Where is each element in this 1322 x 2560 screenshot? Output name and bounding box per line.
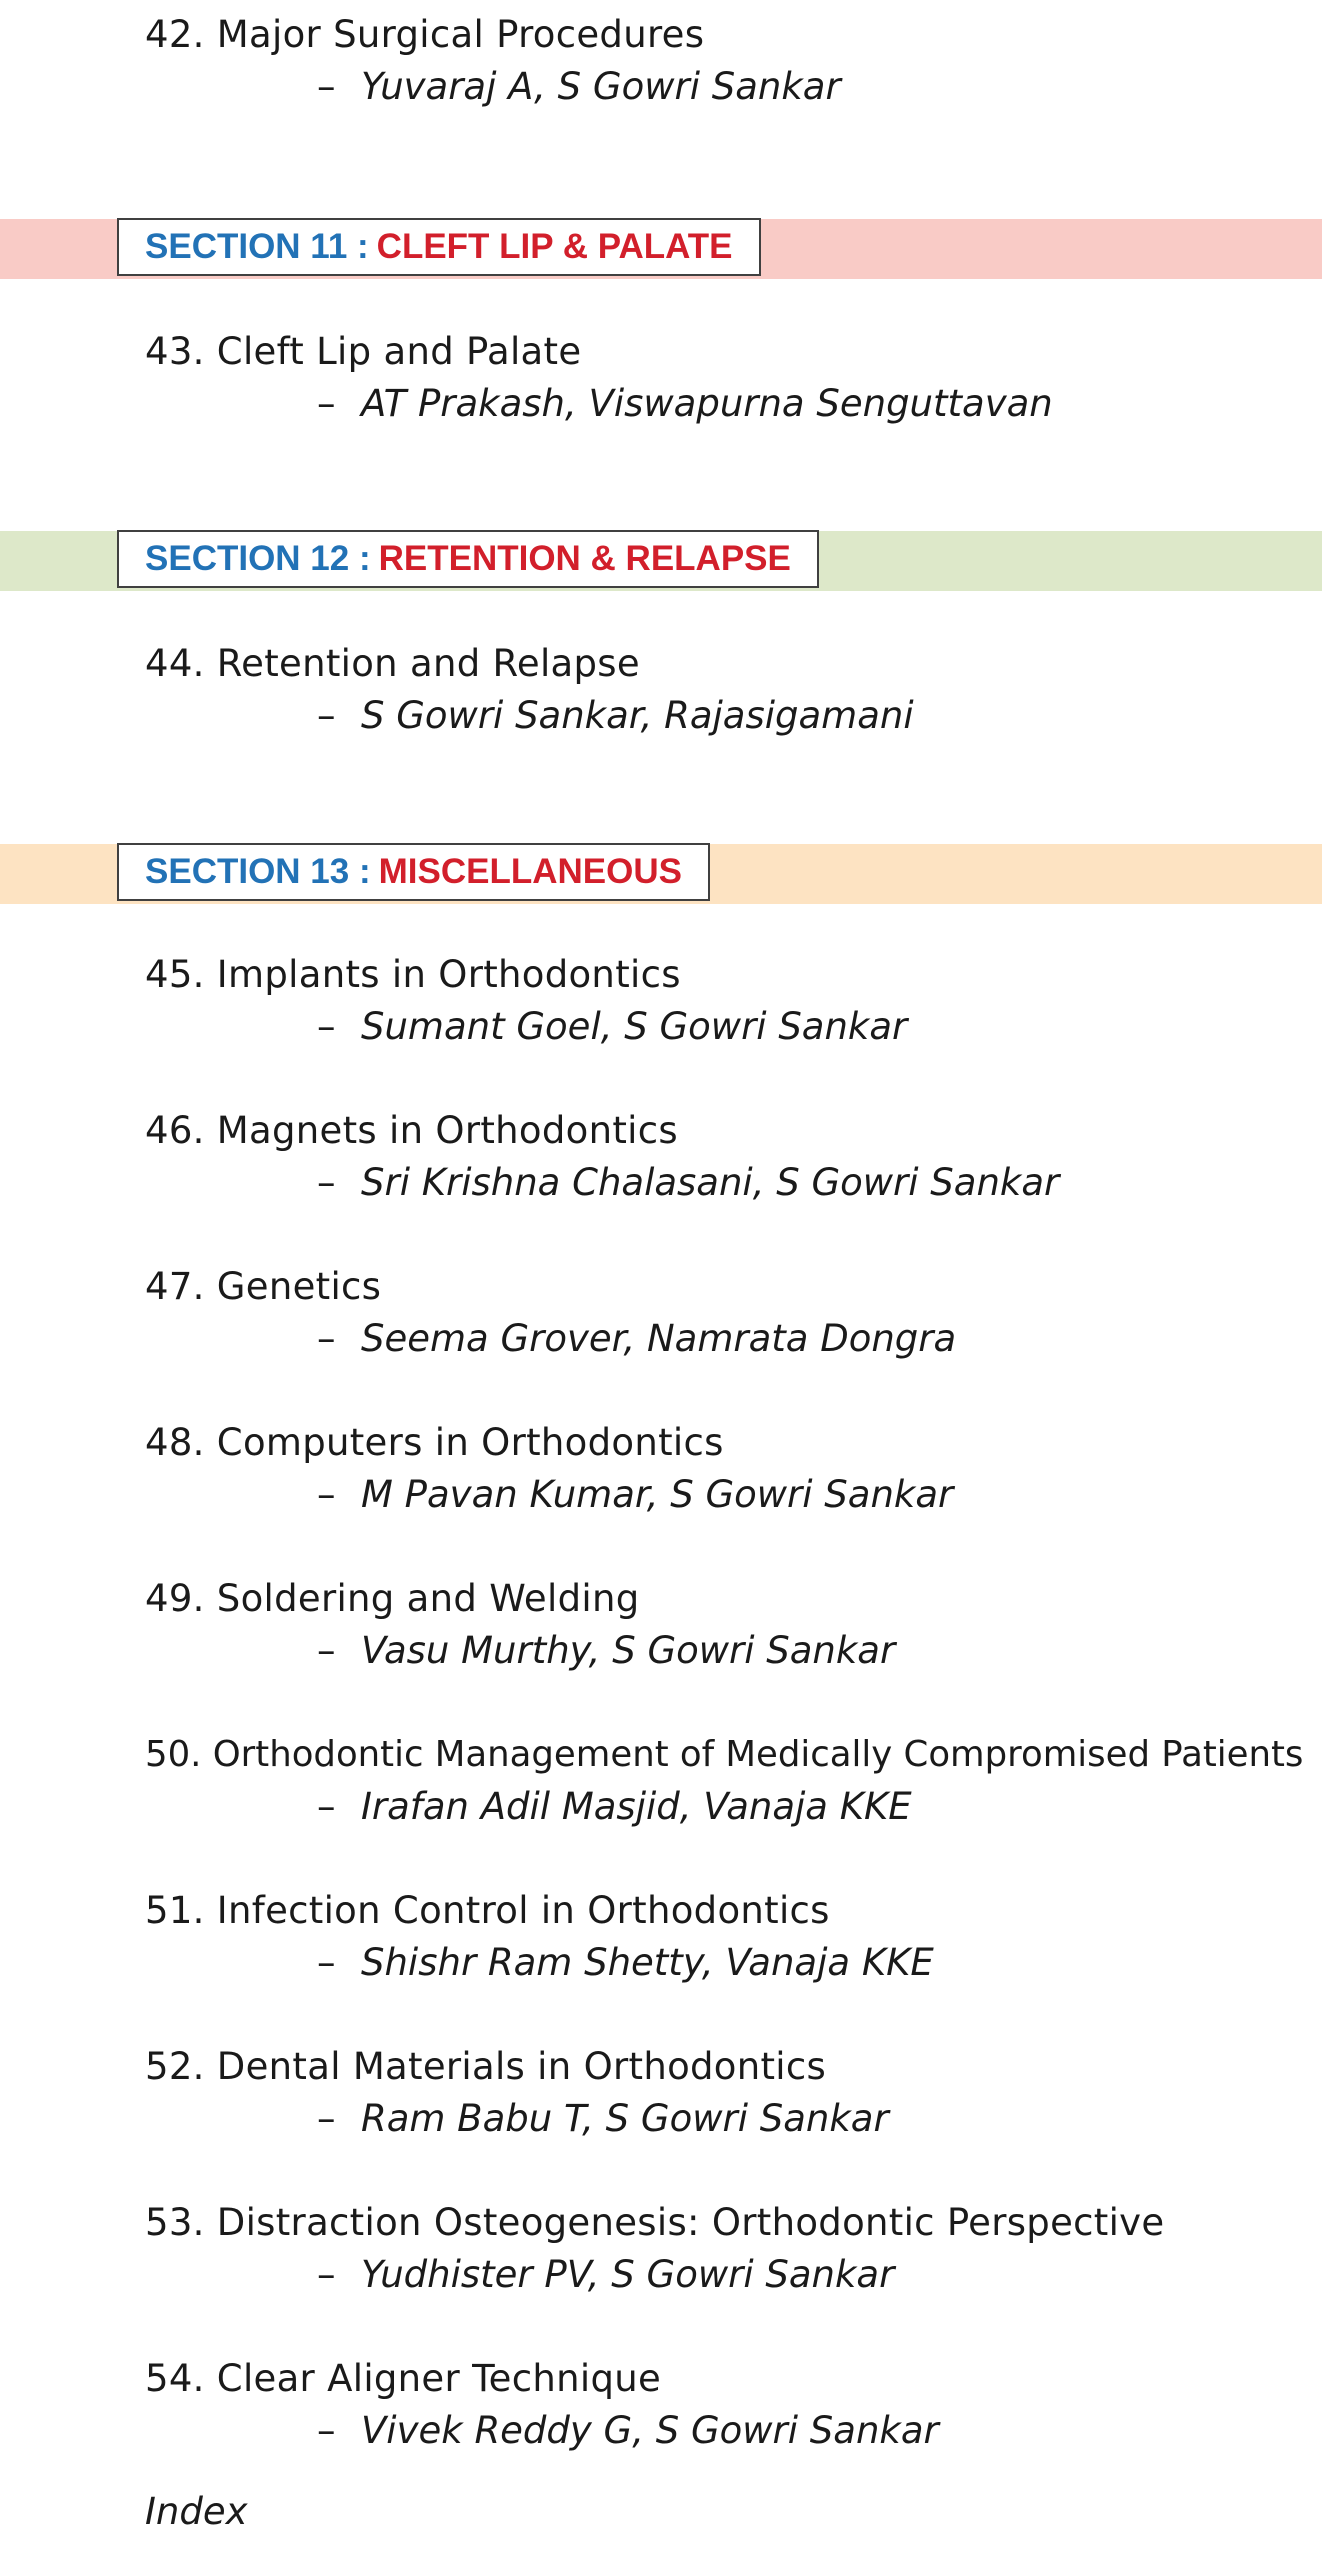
author-names: M Pavan Kumar, S Gowri Sankar — [361, 1473, 954, 1516]
chapter-title: 50. Orthodontic Management of Medically Compromised Patients — [145, 1734, 1304, 1775]
chapter-authors — [145, 382, 1053, 426]
chapter-title: 46. Magnets in Orthodontics — [145, 1109, 678, 1152]
section-band-11 — [0, 219, 1322, 279]
chapter-entry-42[interactable] — [145, 13, 841, 109]
chapter-title: 45. Implants in Orthodontics — [145, 953, 681, 996]
chapter-title: 49. Soldering and Welding — [145, 1577, 640, 1620]
chapter-entry-54[interactable] — [145, 2357, 939, 2453]
author-dash: – — [317, 2097, 336, 2140]
chapter-title: 42. Major Surgical Procedures — [145, 13, 705, 56]
section-name: CLEFT LIP & PALATE — [376, 227, 733, 266]
section-heading-11 — [117, 218, 761, 276]
chapter-entry-44[interactable] — [145, 642, 914, 738]
section-prefix: SECTION 13 : — [145, 852, 371, 891]
section-band-13 — [0, 844, 1322, 904]
author-names: Seema Grover, Namrata Dongra — [361, 1317, 957, 1360]
chapter-authors — [145, 1941, 934, 1985]
chapter-authors — [145, 1161, 1059, 1205]
author-names: AT Prakash, Viswapurna Senguttavan — [361, 382, 1053, 425]
chapter-entry-43[interactable] — [145, 330, 1053, 426]
chapter-entry-47[interactable] — [145, 1265, 956, 1361]
chapter-authors — [145, 1785, 1303, 1829]
section-prefix: SECTION 11 : — [145, 227, 369, 266]
author-dash: – — [317, 2253, 336, 2296]
author-dash: – — [317, 1941, 336, 1984]
author-names: Vivek Reddy G, S Gowri Sankar — [361, 2409, 939, 2452]
author-names: Shishr Ram Shetty, Vanaja KKE — [361, 1941, 934, 1984]
chapter-authors — [145, 1473, 953, 1517]
author-dash: – — [317, 382, 336, 425]
chapter-title: 44. Retention and Relapse — [145, 642, 640, 685]
chapter-authors — [145, 1629, 895, 1673]
chapter-entry-48[interactable] — [145, 1421, 953, 1517]
section-heading-12 — [117, 530, 819, 588]
chapter-title: 43. Cleft Lip and Palate — [145, 330, 582, 373]
chapter-title: 52. Dental Materials in Orthodontics — [145, 2045, 827, 2088]
author-dash: – — [317, 1785, 336, 1828]
chapter-entry-53[interactable] — [145, 2201, 1164, 2297]
chapter-authors — [145, 1005, 907, 1049]
author-names: Irafan Adil Masjid, Vanaja KKE — [361, 1785, 912, 1828]
chapter-title: 54. Clear Aligner Technique — [145, 2357, 662, 2400]
chapter-entry-50[interactable] — [145, 1733, 1303, 1829]
chapter-authors — [145, 694, 914, 738]
chapter-title: 48. Computers in Orthodontics — [145, 1421, 724, 1464]
chapter-authors — [145, 2097, 889, 2141]
author-names: Sri Krishna Chalasani, S Gowri Sankar — [361, 1161, 1060, 1204]
chapter-entry-52[interactable] — [145, 2045, 889, 2141]
chapter-authors — [145, 2409, 939, 2453]
chapter-authors — [145, 1317, 956, 1361]
author-dash: – — [317, 1161, 336, 1204]
author-dash: – — [317, 694, 336, 737]
chapter-entry-51[interactable] — [145, 1889, 934, 1985]
author-dash: – — [317, 1629, 336, 1672]
author-names: Ram Babu T, S Gowri Sankar — [361, 2097, 889, 2140]
chapter-authors — [145, 2253, 1164, 2297]
author-dash: – — [317, 65, 336, 108]
chapter-authors — [145, 65, 841, 109]
section-name: RETENTION & RELAPSE — [378, 539, 791, 578]
author-dash: – — [317, 1317, 336, 1360]
author-dash: – — [317, 1005, 336, 1048]
chapter-title: 53. Distraction Osteogenesis: Orthodontic Perspective — [145, 2201, 1165, 2244]
section-band-12 — [0, 531, 1322, 591]
author-names: Yudhister PV, S Gowri Sankar — [361, 2253, 895, 2296]
chapter-entry-49[interactable] — [145, 1577, 895, 1673]
author-dash: – — [317, 2409, 336, 2452]
section-heading-13 — [117, 843, 710, 901]
author-names: Vasu Murthy, S Gowri Sankar — [361, 1629, 896, 1672]
chapter-title: 51. Infection Control in Orthodontics — [145, 1889, 830, 1932]
author-names: S Gowri Sankar, Rajasigamani — [361, 694, 914, 737]
author-names: Sumant Goel, S Gowri Sankar — [361, 1005, 908, 1048]
chapter-entry-46[interactable] — [145, 1109, 1059, 1205]
chapter-entry-45[interactable] — [145, 953, 907, 1049]
author-dash: – — [317, 1473, 336, 1516]
chapter-title: 47. Genetics — [145, 1265, 382, 1308]
section-name: MISCELLANEOUS — [378, 852, 682, 891]
index-link[interactable]: Index — [145, 2490, 248, 2533]
section-prefix: SECTION 12 : — [145, 539, 371, 578]
author-names: Yuvaraj A, S Gowri Sankar — [361, 65, 841, 108]
